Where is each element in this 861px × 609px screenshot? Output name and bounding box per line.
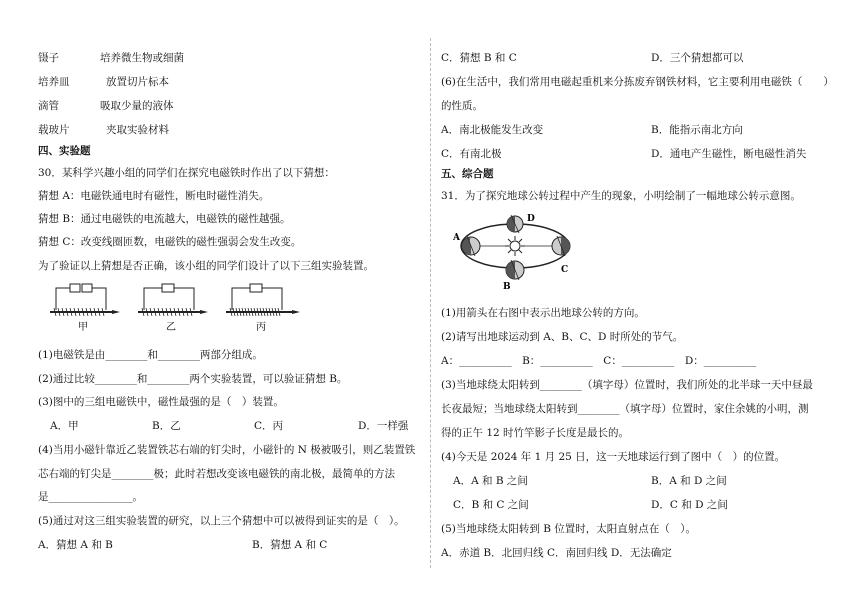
- earth-orbit-diagram: [449, 210, 585, 292]
- earth-icon: [507, 215, 523, 233]
- tool-use: 夹取实验材料: [106, 124, 169, 136]
- question-text: 的性质。: [441, 100, 483, 112]
- question-text: 30．某科学兴趣小组的同学们在探究电磁铁时作出了以下猜想：: [38, 167, 335, 179]
- question-text: (2)通过比较________和________两个实验装置，可以验证猜想 B。: [38, 373, 348, 385]
- option: C．猜想 B 和 C: [441, 52, 517, 64]
- option: A．南北极能发生改变: [441, 124, 544, 136]
- electromagnet-diagram: [48, 280, 308, 336]
- option: B．能指示南北方向: [651, 124, 743, 136]
- hypothesis-a: 猜想 A：电磁铁通电时有磁性，断电时磁性消失。: [38, 190, 270, 202]
- orbit-label: C: [561, 265, 569, 275]
- question-text: 芯右端的钉尖是________极；此时若想改变该电磁铁的南北极，最简单的方法: [38, 468, 395, 480]
- question-text: (2)请写出地球运动到 A、B、C、D 时所处的节气。: [441, 331, 684, 343]
- option: B．乙: [152, 420, 181, 432]
- question-text: 是________________。: [38, 491, 143, 503]
- sun-icon: [505, 236, 525, 256]
- hypothesis-b: 猜想 B：通过电磁铁的电流越大，电磁铁的磁性越强。: [38, 213, 291, 225]
- options-row: [441, 51, 744, 65]
- question-text: (4)当用小磁针靠近乙装置铁芯右端的钉尖时，小磁针的 N 极被吸引，则乙装置铁: [38, 444, 416, 456]
- option: C．B 和 C 之间: [453, 499, 529, 511]
- tool-use: 吸取少量的液体: [100, 100, 174, 112]
- question-text: 为了验证以上猜想是否正确，该小组的同学们设计了以下三组实验装置。: [38, 260, 374, 272]
- answer-blanks: A：__________ B：__________ C：__________ D：__________: [441, 355, 757, 367]
- question-text: (5)当地球绕太阳转到 B 位置时，太阳直射点在（ ）。: [441, 523, 697, 535]
- option: D．一样强: [358, 420, 409, 432]
- section-title: 四、实验题: [38, 145, 91, 157]
- option: D．通电产生磁性，断电磁性消失: [651, 148, 807, 160]
- option: C．丙: [254, 420, 284, 432]
- device-yi: [138, 284, 208, 333]
- orbit-label: B: [503, 282, 511, 292]
- options-row: [441, 147, 807, 161]
- device-label: 甲: [78, 322, 88, 333]
- option: A．猜想 A 和 B: [38, 539, 113, 551]
- device-jia: [50, 284, 120, 333]
- option: C．有南北极: [441, 148, 502, 160]
- tool-use: 放置切片标本: [106, 76, 169, 88]
- question-text: (6)在生活中，我们常用电磁起重机来分拣废弃钢铁材料，它主要利用电磁铁（ ）: [441, 76, 834, 88]
- option: B．猜想 A 和 C: [252, 539, 328, 551]
- tool-name: 培养皿: [38, 76, 70, 88]
- tool-name: 滴管: [38, 100, 59, 112]
- option: A．甲: [50, 420, 79, 432]
- option: A．A 和 B 之间: [453, 475, 528, 487]
- table-row: [38, 99, 174, 113]
- question-text: 得的正午 12 时竹竿影子长度是最长的。: [441, 427, 630, 439]
- options-row: [38, 538, 328, 552]
- earth-icon: [462, 236, 480, 256]
- hypothesis-c: 猜想 C：改变线圈匝数，电磁铁的磁性强弱会发生改变。: [38, 236, 302, 248]
- question-text: (4)今天是 2024 年 1 月 25 日，这一天地球运行到了图中（ ）的位置。: [441, 451, 786, 463]
- question-text: (1)电磁铁是由________和________两部分组成。: [38, 349, 263, 361]
- device-label: 乙: [166, 322, 176, 333]
- orbit-label: D: [527, 214, 535, 224]
- question-text: 31．为了探究地球公转过程中产生的现象，小明绘制了一幅地球公转示意图。: [441, 190, 801, 202]
- orbit-label: A: [453, 233, 460, 243]
- options-row: A．赤道 B．北回归线 C．南回归线 D．无法确定: [441, 547, 672, 559]
- option: B．A 和 D 之间: [651, 475, 727, 487]
- question-text: (3)图中的三组电磁铁中，磁性最强的是（ ）装置。: [38, 396, 284, 408]
- question-text: 长夜最短；当地球绕太阳转到________（填字母）位置时，家住余姚的小明，测: [441, 403, 809, 415]
- question-text: (3)当地球绕太阳转到________（填字母）位置时，我们所处的北半球一天中昼最: [441, 379, 813, 391]
- table-row: [38, 51, 184, 65]
- tool-name: 镊子: [38, 52, 59, 64]
- column-divider: [430, 38, 431, 568]
- table-row: [38, 123, 169, 137]
- tool-use: 培养微生物或细菌: [100, 52, 184, 64]
- question-text: (1)用箭头在右图中表示出地球公转的方向。: [441, 307, 645, 319]
- device-bing: [226, 284, 300, 333]
- option: D．三个猜想都可以: [651, 52, 744, 64]
- question-text: (5)通过对这三组实验装置的研究，以上三个猜想中可以被得到证实的是（ ）。: [38, 515, 405, 527]
- option: D．C 和 D 之间: [651, 499, 728, 511]
- earth-icon: [552, 236, 570, 256]
- earth-icon: [506, 260, 524, 280]
- options-row: [441, 123, 743, 137]
- tool-name: 载玻片: [38, 124, 70, 136]
- device-label: 丙: [256, 322, 266, 333]
- section-title: 五、综合题: [441, 168, 494, 180]
- table-row: [38, 75, 169, 89]
